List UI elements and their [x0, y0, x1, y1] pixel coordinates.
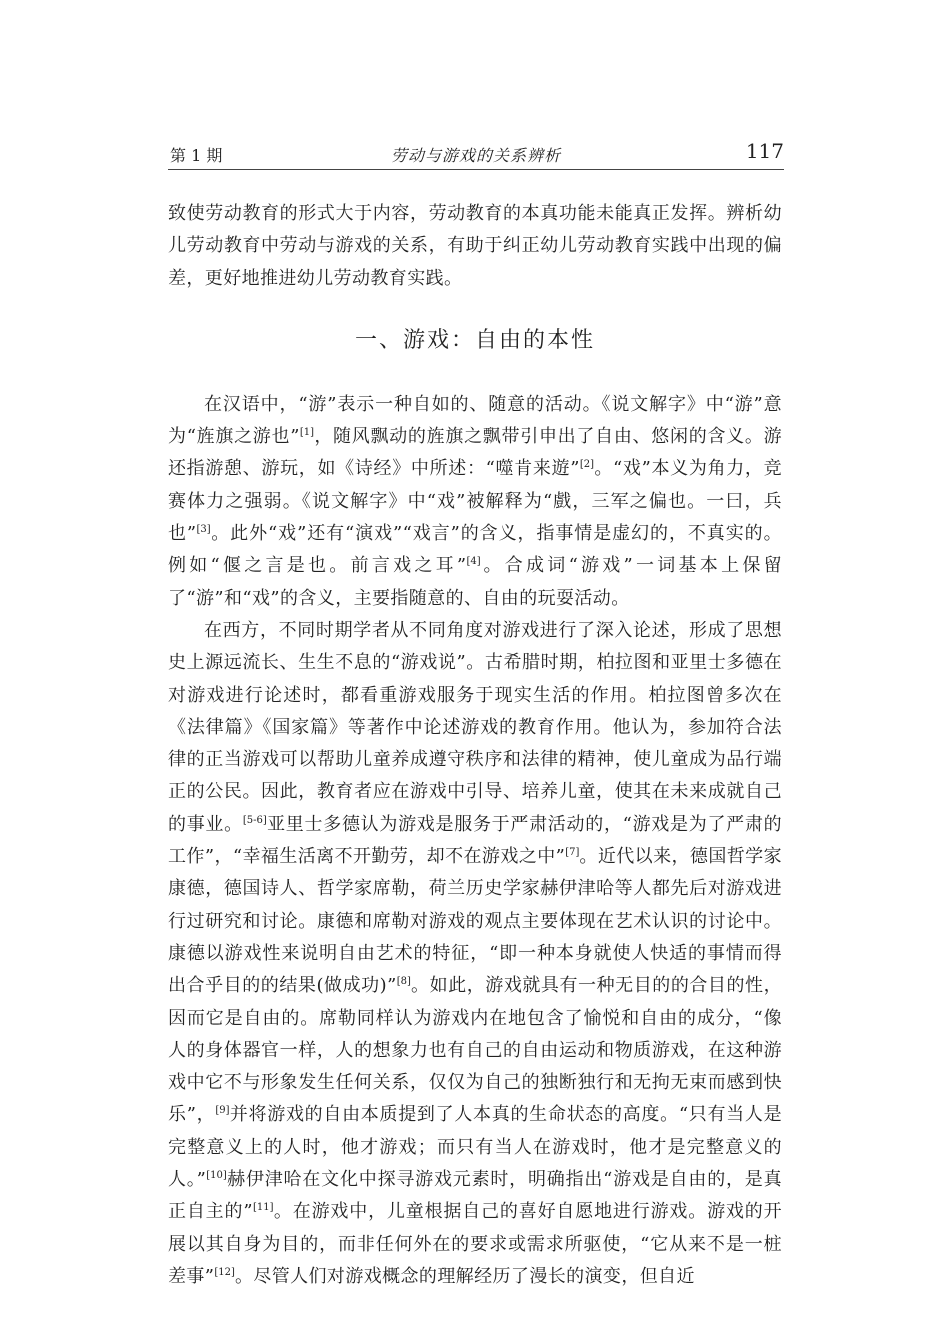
text-run: 。近代以来，德国哲学家康德，德国诗人、哲学家席勒，荷兰历史学家赫伊津哈等人都先后对游戏进行过研究和讨论。康德和席勒对游戏的观点主要体现在艺术认识的讨论中。康德以游戏性来说明自由艺术的特征，“即一种本身就使人快适的事情而得出合乎目的的结果(做成功)” [168, 846, 782, 997]
citation-2: [2] [579, 459, 595, 471]
citation-8: [8] [396, 976, 411, 988]
running-header [168, 139, 784, 170]
text-run: 。合成词“游戏”一词基本上保留了“游”和“戏”的含义，主要指随意的、自由的玩耍活动。 [168, 555, 782, 609]
paragraph-western-theory [168, 615, 782, 1293]
citation-3: [3] [196, 524, 211, 536]
text-run: 。如此，游戏就具有一种无目的的合目的性，因而它是自由的。席勒同样认为游戏内在地包含了愉悦和自由的成分，“像人的身体器官一样，人的想象力也有自己的自由运动和物质游戏，在这种游戏中它不与形象发生任何关系，仅仅为自己的独断独行和无拘无束而感到快乐”， [168, 975, 782, 1126]
citation-7: [7] [565, 847, 580, 859]
text-run: 赫伊津哈在文化中探寻游戏元素时，明确指出“游戏是自由的，是真正自主的” [168, 1169, 783, 1223]
issue-label: 第 1 期 [170, 146, 223, 165]
citation-4: [4] [466, 556, 481, 568]
text-run: 在汉语中，“游”表示一种自如的、随意的活动。《说文解字》中“游”意为“旌旗之游也” [168, 393, 782, 448]
text-run: 并将游戏的自由本质提到了人本真的生命状态的高度。“只有当人是完整意义上的人时，他才游戏；而只有当人在游戏时，他才是完整意义的人。” [168, 1104, 783, 1191]
text-run: 。在游戏中，儿童根据自己的喜好自愿地进行游戏。游戏的开展以其自身为目的，而非任何外在的要求或需求所驱使，“它从来不是一桩差事” [168, 1201, 782, 1287]
text-run: 。“戏”本义为角力，竞赛体力之强弱。《说文解字》中“戏”被解释为“戲，三军之偏也。一曰，兵也” [168, 458, 782, 545]
text-run: 亚里士多德认为游戏是服务于严肃活动的，“游戏是为了严肃的工作”，“幸福生活离不开勤劳，却不在游戏之中” [168, 813, 782, 868]
running-title: 劳动与游戏的关系辨析 [390, 146, 561, 165]
page-number: 117 [745, 139, 784, 163]
citation-9: [9] [215, 1105, 230, 1117]
text-run: 。尽管人们对游戏概念的理解经历了漫长的演变，但自近 [234, 1265, 695, 1287]
citation-1: [1] [299, 427, 315, 439]
text-run: 在西方，不同时期学者从不同角度对游戏进行了深入论述，形成了思想史上源远流长、生生不息的“游戏说”。古希腊时期，柏拉图和亚里士多德在对游戏进行论述时，都看重游戏服务于现实生活的作用。柏拉图曾多次在《法律篇》《国家篇》等著作中论述游戏的教育作用。他认为，参加符合法律的正当游戏可以帮助儿童养成遵守秩序和法律的精神，使儿童成为品行端正的公民。因此，教育者应在游戏中引导、培养儿童，使其在未来成就自己的事业。 [168, 619, 782, 835]
citation-12: [12] [214, 1266, 235, 1278]
text-run: ，随风飘动的旌旗之飘带引申出了自由、悠闲的含义。游还指游憩、游玩，如《诗经》中所述：“噬肯来遊” [168, 426, 782, 480]
section-heading: 一、游戏：自由的本性 [354, 327, 595, 353]
citation-11: [11] [252, 1202, 274, 1214]
citation-10: [10] [206, 1170, 227, 1182]
intro-paragraph: 致使劳动教育的形式大于内容，劳动教育的本真功能未能真正发挥。辨析幼儿劳动教育中劳动与游戏的关系，有助于纠正幼儿劳动教育实践中出现的偏差，更好地推进幼儿劳动教育实践。 [168, 203, 782, 289]
citation-5-6: [5-6] [242, 814, 267, 826]
paragraph-chinese-etymology [168, 389, 782, 615]
text-run: 。此外“戏”还有“演戏”“戏言”的含义，指事情是虚幻的，不真实的。例如“偃之言是也。前言戏之耳” [168, 523, 782, 577]
article-body [168, 198, 782, 1293]
